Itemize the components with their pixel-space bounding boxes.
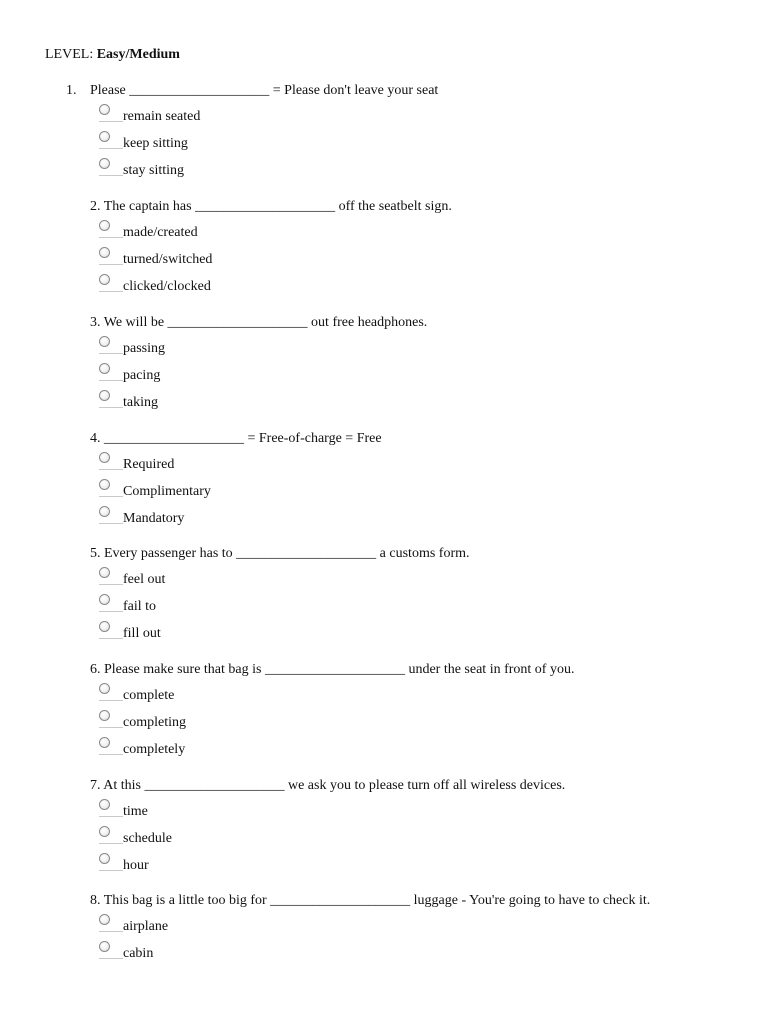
- option-label[interactable]: Complimentary: [123, 483, 211, 499]
- question-number: 7.: [90, 778, 101, 793]
- radio-button[interactable]: [99, 247, 110, 258]
- level-value: Easy/Medium: [96, 47, 180, 62]
- option-list: [90, 452, 750, 532]
- option-label[interactable]: made/created: [123, 225, 198, 240]
- option-label[interactable]: complete: [123, 688, 175, 703]
- question-text: [90, 198, 750, 216]
- question-text: [90, 777, 750, 795]
- option-label[interactable]: stay sitting: [123, 162, 185, 178]
- question-text: [90, 661, 750, 679]
- option-item[interactable]: [90, 941, 750, 968]
- option-item[interactable]: [90, 621, 750, 648]
- option-list: [90, 683, 750, 763]
- question-number: 4.: [90, 431, 101, 446]
- option-list: [90, 336, 750, 416]
- option-item[interactable]: [90, 853, 750, 880]
- option-label[interactable]: hour: [123, 857, 149, 873]
- question-text: [90, 314, 750, 332]
- option-label[interactable]: fail to: [123, 598, 157, 614]
- option-label[interactable]: Mandatory: [123, 510, 185, 526]
- radio-button[interactable]: [99, 826, 110, 837]
- option-label[interactable]: time: [123, 804, 148, 819]
- question-6: [90, 661, 750, 763]
- question-number: 1.: [66, 83, 77, 98]
- option-item[interactable]: [90, 914, 750, 941]
- option-item[interactable]: [90, 826, 750, 853]
- option-label[interactable]: turned/switched: [123, 251, 213, 267]
- question-text: [90, 545, 750, 563]
- option-item[interactable]: [90, 452, 750, 479]
- question-4: [90, 430, 750, 532]
- question-5: [90, 545, 750, 647]
- radio-button[interactable]: [99, 452, 110, 463]
- radio-button[interactable]: [99, 506, 110, 517]
- question-number: 5.: [90, 546, 101, 561]
- option-label[interactable]: clicked/clocked: [123, 278, 211, 294]
- option-list: [90, 799, 750, 879]
- level-line: [45, 46, 180, 64]
- radio-button[interactable]: [99, 737, 110, 748]
- question-2: [90, 198, 750, 300]
- question-prompt: Please make sure that bag is ____________________ under the seat in front of you.: [104, 662, 575, 677]
- option-item[interactable]: [90, 799, 750, 826]
- radio-button[interactable]: [99, 567, 110, 578]
- radio-button[interactable]: [99, 710, 110, 721]
- option-item[interactable]: [90, 479, 750, 506]
- question-3: [90, 314, 750, 416]
- option-list: [90, 567, 750, 647]
- option-item[interactable]: [90, 390, 750, 417]
- option-item[interactable]: [90, 336, 750, 363]
- radio-button[interactable]: [99, 914, 110, 925]
- question-number: 6.: [90, 662, 101, 677]
- radio-button[interactable]: [99, 104, 110, 115]
- option-label[interactable]: completely: [123, 741, 186, 757]
- option-label[interactable]: pacing: [123, 367, 161, 383]
- option-item[interactable]: [90, 710, 750, 737]
- question-prompt: Every passenger has to ____________________ a customs form.: [104, 546, 470, 561]
- radio-button[interactable]: [99, 799, 110, 810]
- option-item[interactable]: [90, 104, 750, 131]
- radio-button[interactable]: [99, 220, 110, 231]
- option-list: [90, 104, 750, 184]
- option-item[interactable]: [90, 247, 750, 274]
- option-item[interactable]: [90, 683, 750, 710]
- option-label[interactable]: passing: [123, 341, 165, 356]
- radio-button[interactable]: [99, 941, 110, 952]
- option-item[interactable]: [90, 567, 750, 594]
- radio-button[interactable]: [99, 621, 110, 632]
- question-text: [66, 82, 750, 100]
- option-list: [90, 914, 750, 968]
- question-1: [66, 82, 750, 184]
- question-text: [90, 430, 750, 448]
- option-item[interactable]: [90, 506, 750, 533]
- option-label[interactable]: keep sitting: [123, 135, 188, 151]
- question-prompt: At this ____________________ we ask you to please turn off all wireless devices.: [103, 778, 566, 793]
- option-label[interactable]: Required: [123, 457, 175, 472]
- option-label[interactable]: schedule: [123, 830, 172, 846]
- option-label[interactable]: fill out: [123, 625, 161, 641]
- question-prompt: Please ____________________ = Please don't leave your seat: [90, 83, 439, 98]
- radio-button[interactable]: [99, 131, 110, 142]
- option-label[interactable]: feel out: [123, 572, 166, 587]
- question-8: [90, 892, 750, 968]
- option-label[interactable]: airplane: [123, 919, 169, 934]
- radio-button[interactable]: [99, 594, 110, 605]
- option-item[interactable]: [90, 594, 750, 621]
- radio-button[interactable]: [99, 274, 110, 285]
- question-text: [90, 892, 750, 910]
- radio-button[interactable]: [99, 336, 110, 347]
- question-prompt: We will be ____________________ out free headphones.: [103, 315, 428, 330]
- question-prompt: ____________________ = Free-of-charge = Free: [104, 431, 382, 446]
- question-7: [90, 777, 750, 879]
- radio-button[interactable]: [99, 479, 110, 490]
- radio-button[interactable]: [99, 683, 110, 694]
- option-item[interactable]: [90, 131, 750, 158]
- option-item[interactable]: [90, 274, 750, 301]
- radio-button[interactable]: [99, 158, 110, 169]
- radio-button[interactable]: [99, 390, 110, 401]
- option-label[interactable]: completing: [123, 714, 186, 730]
- radio-button[interactable]: [99, 363, 110, 374]
- option-item[interactable]: [90, 363, 750, 390]
- question-number: 2.: [90, 199, 101, 214]
- option-list: [90, 220, 750, 300]
- option-label[interactable]: remain seated: [123, 109, 201, 124]
- radio-button[interactable]: [99, 853, 110, 864]
- option-item[interactable]: [90, 158, 750, 185]
- option-label[interactable]: taking: [123, 394, 158, 410]
- question-number: 8.: [90, 893, 101, 908]
- level-label: LEVEL:: [45, 47, 94, 62]
- option-label[interactable]: cabin: [123, 945, 154, 961]
- option-item[interactable]: [90, 737, 750, 764]
- question-prompt: This bag is a little too big for ____________________ luggage - You're going to have to check it.: [103, 893, 651, 908]
- question-number: 3.: [90, 315, 101, 330]
- option-item[interactable]: [90, 220, 750, 247]
- question-prompt: The captain has ____________________ off the seatbelt sign.: [103, 199, 452, 214]
